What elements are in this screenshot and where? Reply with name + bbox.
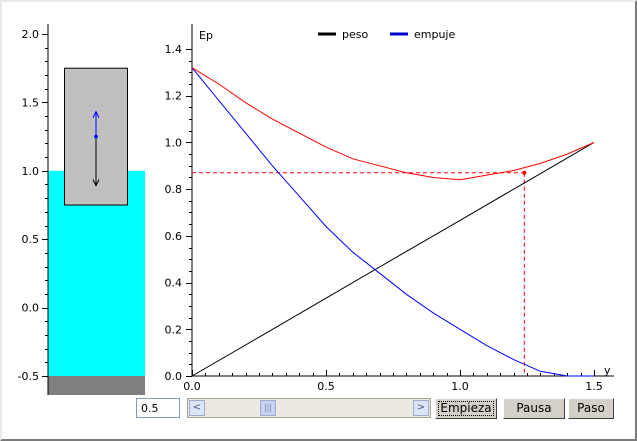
simulation-stage	[2, 2, 635, 395]
slider-thumb[interactable]: |||	[260, 400, 276, 416]
y-axis-label: Ep	[199, 29, 213, 42]
marker-point	[522, 171, 526, 175]
y-tick-label: 0.0	[164, 370, 182, 383]
left-axis-tick-label: 1.5	[21, 96, 39, 110]
density-slider[interactable]	[187, 398, 431, 418]
left-axis-tick-label: 0.5	[21, 233, 39, 247]
x-axis-label: y	[604, 364, 611, 377]
y-tick-label: 0.2	[164, 323, 182, 337]
y-tick-label: 0.4	[164, 276, 182, 290]
tank-bottom	[48, 376, 145, 395]
legend-label: empuje	[414, 28, 456, 41]
legend-label: peso	[342, 28, 369, 41]
left-axis-tick-label: 0.0	[21, 301, 39, 315]
energy-chart	[165, 24, 615, 393]
series-line-empuje	[192, 68, 594, 376]
left-axis-tick-label: 2.0	[21, 28, 39, 41]
y-tick-label: 1.2	[164, 89, 182, 103]
slider-right-arrow-icon[interactable]: >	[413, 400, 429, 416]
series-line-peso	[192, 142, 594, 376]
slider-left-arrow-icon[interactable]: <	[189, 400, 205, 416]
x-tick-label: 0.5	[317, 380, 335, 393]
y-tick-label: 1.4	[164, 43, 182, 56]
step-button[interactable]: Paso	[568, 398, 614, 419]
density-input[interactable]: 0.5	[136, 398, 180, 418]
x-tick-label: 1.5	[585, 380, 603, 393]
start-button[interactable]: Empieza	[435, 398, 497, 419]
left-axis-tick-label: -0.5	[17, 370, 39, 383]
x-tick-label: 0.0	[183, 380, 201, 393]
left-axis-tick-label: 1.0	[21, 164, 39, 178]
y-tick-label: 0.6	[164, 229, 182, 243]
x-tick-label: 1.0	[451, 380, 469, 393]
y-tick-label: 0.8	[164, 183, 182, 197]
pause-button[interactable]: Pausa	[503, 398, 565, 419]
buoyancy-scene	[18, 24, 145, 395]
center-of-mass-dot	[94, 135, 98, 139]
series-line-total	[192, 68, 594, 180]
y-tick-label: 1.0	[164, 136, 182, 150]
